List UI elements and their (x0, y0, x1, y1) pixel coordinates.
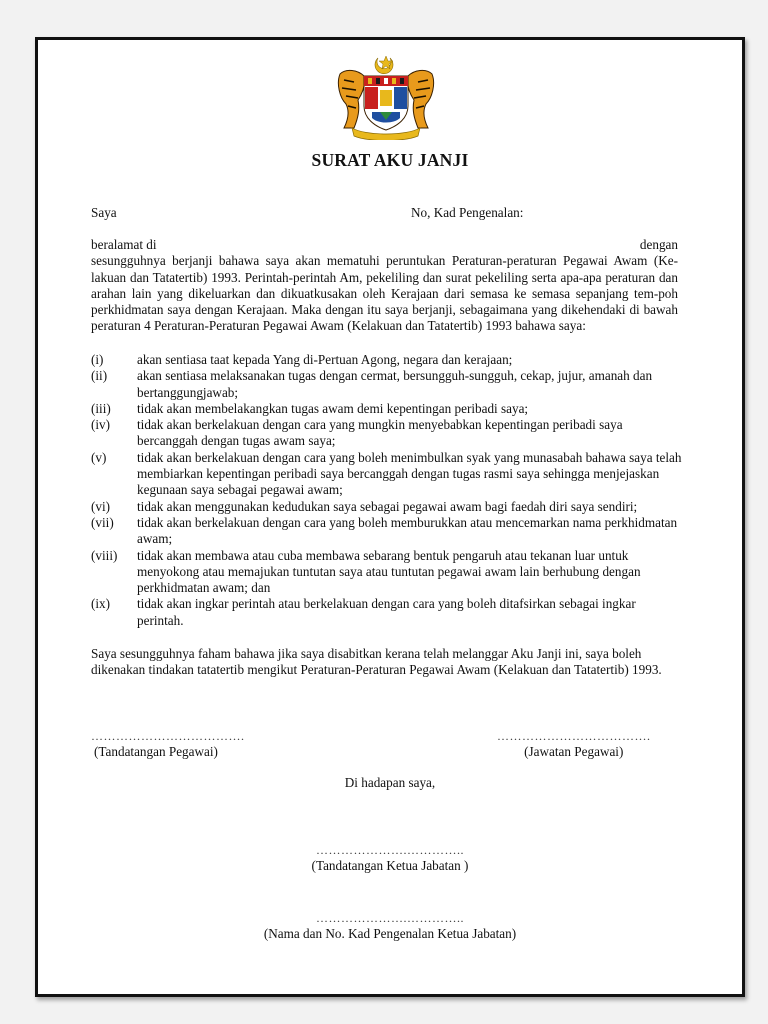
list-item (91, 548, 683, 597)
item-text: akan sentiasa taat kepada Yang di-Pertuan Agong, negara dan kerajaan; (137, 352, 513, 367)
list-item (91, 368, 683, 401)
head-signature-caption: (Tandatangan Ketua Jabatan ) (311, 858, 469, 874)
pledge-list (91, 352, 683, 629)
saya-label: Saya (91, 205, 117, 220)
item-number: (viii) (91, 547, 118, 563)
head-name-caption: (Nama dan No. Kad Pengenalan Ketua Jabatan) (263, 926, 517, 942)
item-number: (ii) (91, 368, 108, 384)
officer-position-block (497, 728, 651, 761)
pledge-paragraph (91, 237, 678, 335)
item-text: tidak akan berkelakuan dengan cara yang mungkin menyebabkan kepentingan peribadi saya bercanggah dengan tugas awam saya; (137, 417, 623, 449)
address-line (91, 237, 678, 253)
dengan-label: dengan (639, 237, 678, 252)
list-item (91, 450, 683, 499)
head-signature-line: ………………….………….. (316, 843, 464, 857)
item-number: (iv) (91, 417, 111, 433)
position-line: ………………………………. (497, 729, 651, 743)
officer-position-caption: (Jawatan Pegawai) (524, 744, 624, 760)
item-text: akan sentiasa melaksanakan tugas dengan cermat, bersungguh-sungguh, cekap, jujur, amanah dan bertanggungjawab; (137, 368, 653, 400)
item-text: tidak akan ingkar perintah atau berkelakuan dengan cara yang boleh ditafsirkan sebagai ingkar perintah. (137, 596, 636, 628)
item-number: (v) (91, 449, 107, 465)
list-item (91, 352, 683, 368)
list-item (91, 596, 683, 629)
item-number: (vi) (91, 498, 111, 514)
item-text: tidak akan membelakangkan tugas awam demi kepentingan peribadi saya; (137, 400, 529, 416)
witness-label: Di hadapan saya, (344, 775, 436, 790)
item-text: tidak akan menggunakan kedudukan saya sebagai pegawai awam bagi faedah diri saya sendiri; (137, 498, 638, 514)
item-text: tidak akan berkelakuan dengan cara yang boleh menimbulkan syak yang munasabah bahawa saya telah membiarkan kepentingan peribadi saya bercanggah dengan tugas rasmi saya sehingga menjejaskan kegunaan saya sebagai pegawai awam; (137, 449, 682, 498)
officer-signature-block (91, 728, 245, 761)
head-name-line: ………………….………….. (316, 911, 464, 925)
list-item (91, 401, 683, 417)
list-item (91, 499, 683, 515)
coat-of-arms-icon (332, 54, 440, 140)
closing-paragraph: Saya sesungguhnya faham bahawa jika saya disabitkan kerana telah melanggar Aku Janji ini, saya boleh dikenakan tindakan tatatertib mengikut Peraturan-Peraturan Pegawai Awam (Kelakuan dan Tatatertib) 1993. (91, 646, 662, 678)
item-number: (i) (91, 352, 104, 367)
list-item (91, 417, 683, 450)
document-page (35, 37, 745, 997)
item-text: tidak akan berkelakuan dengan cara yang boleh memburukkan atau mencemarkan nama perkhidmatan awam; (137, 514, 678, 547)
head-name-block (38, 910, 742, 943)
pledge-body: sesungguhnya berjanji bahawa saya akan mematuhi peruntukan Peraturan-peraturan Pegawai Awam (Ke-lakuan dan Tatatertib) 1993. Perintah-perintah Am, pekeliling dan surat pekeliling serta apa-apa peraturan dan arahan lain yang dikeluarkan dan dikuatkusakan oleh Kerajaan dari semasa ke semasa sepanjang tem-poh perkhidmatan saya dengan Kerajaan. Maka dengan itu saya berjanji, sebagaimana yang dikehendaki di bawah peraturan 4 Peraturan-Peraturan Pegawai Awam (Kelakuan dan Tatatertib) 1993 bahawa saya: (91, 253, 678, 334)
item-number: (vii) (91, 514, 114, 530)
item-text: tidak akan membawa atau cuba membawa sebarang bentuk pengaruh atau tekanan luar untuk menyokong atau memajukan tuntutan saya atau tuntutan pegawai awam lain berhubung dengan perkhidmatan awam; dan (137, 547, 641, 596)
document-title: SURAT AKU JANJI (311, 150, 469, 170)
item-number: (ix) (91, 596, 111, 612)
signature-line: ………………………………. (91, 729, 245, 743)
list-item (91, 515, 683, 548)
address-label: beralamat di (91, 237, 157, 252)
ic-number-label: No, Kad Pengenalan: (411, 205, 524, 220)
head-signature-block (38, 842, 742, 875)
officer-signature-caption: (Tandatangan Pegawai) (94, 744, 218, 760)
item-number: (iii) (91, 400, 111, 416)
